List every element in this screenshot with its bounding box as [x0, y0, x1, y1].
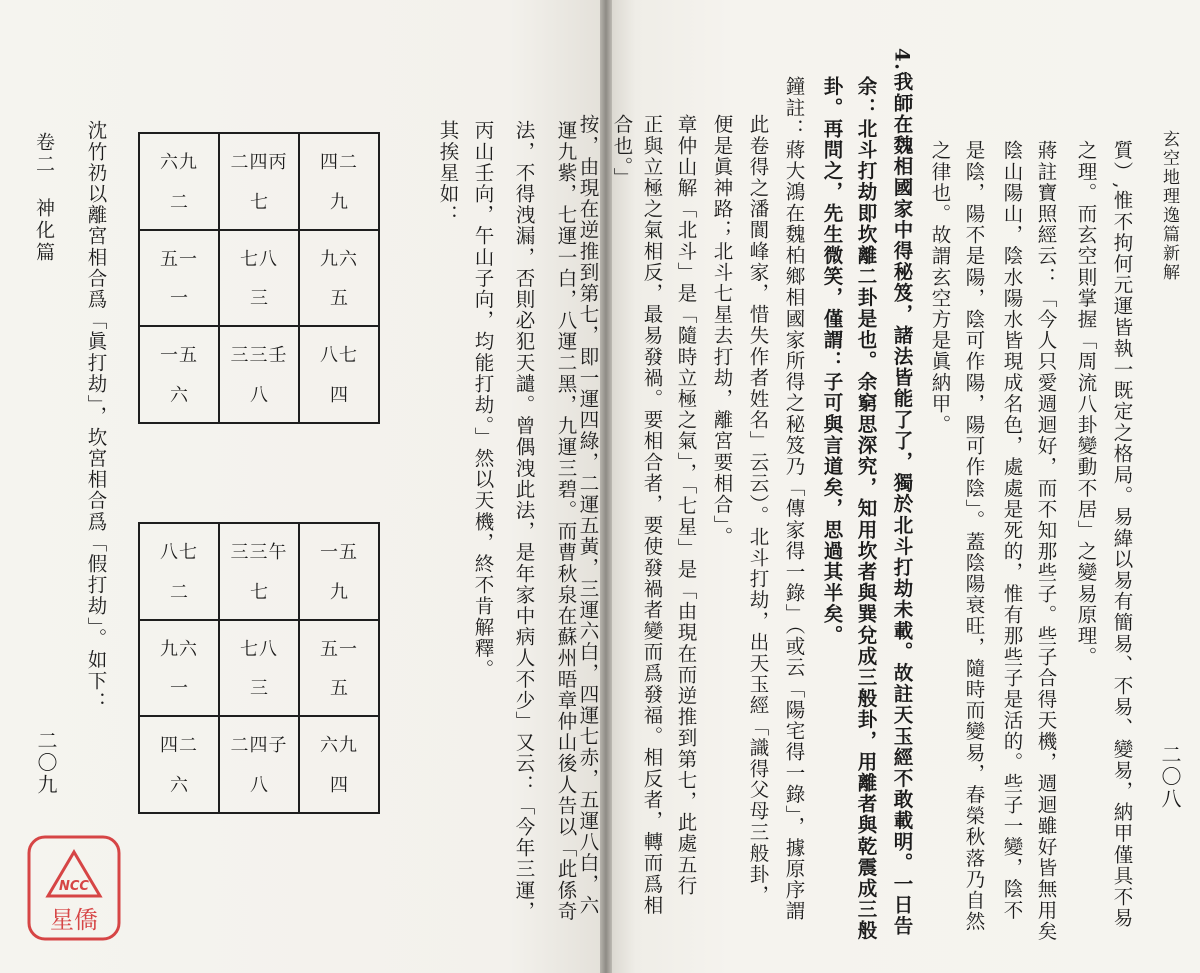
chart-cell [299, 716, 379, 813]
page-number: 二〇八 [1158, 744, 1182, 810]
stamp-latin: NCC [59, 879, 89, 894]
star-pair: 六九 [160, 152, 198, 173]
base-star: 六 [170, 384, 188, 406]
base-star: 七 [250, 581, 268, 603]
text-column: 章仲山解「北斗」是「隨時立極之氣」，「七星」是「由現在而逆推到第七，此處五行 [674, 114, 698, 897]
text-column: 蔣註寶照經云：「今人只愛週迴好，而不知那些子。些子合得天機，週迴雖好皆無用矣 [1034, 140, 1058, 942]
ncc-stamp-logo [26, 834, 122, 942]
base-star: 九 [330, 581, 348, 603]
star-pair: 九六 [320, 248, 358, 270]
star-pair: 七八 [240, 638, 278, 660]
star-pair: 一五 [320, 542, 358, 563]
page-number: 二〇九 [34, 730, 58, 796]
base-star: 五 [330, 288, 348, 310]
star-pair: 七八 [240, 248, 278, 270]
base-star: 三 [250, 288, 268, 310]
base-star: 八 [250, 384, 268, 406]
chart-cell [139, 230, 219, 327]
star-pair: 六九 [320, 735, 358, 757]
chart-cell [139, 716, 219, 813]
text-column: 之理。而玄空則掌握「周流八卦變動不居」之變易原理。 [1074, 140, 1098, 668]
chart-cell [139, 326, 219, 423]
chart-cell [299, 326, 379, 423]
text-column: 之律也。故謂玄空方是眞納甲。 [928, 140, 952, 436]
text-column: 陰山陽山，陰水陽水皆現成名色，處處是死的，惟有那些子是活的。些子一變，陰不 [1000, 140, 1024, 921]
text-column: 運九紫，七運一白，八運二黑，九運三碧。而曹秋泉在蘇州晤章仲山後人告以「此係奇 [554, 120, 578, 922]
text-column: 是陰，陽不是陽，陰可作陽，陽可作陰」。蓋陰陽衰旺，隨時而變易，春榮秋落乃自然 [962, 140, 986, 933]
text-column: 沈竹礽以離宮相合爲「眞打劫」，坎宮相合爲「假打劫」。如下： [84, 120, 108, 713]
text-column: 正與立極之氣相反，最易發禍。要相合者，要使發禍者變而爲發福。相反者，轉而爲相 [640, 114, 664, 916]
star-pair: 五一 [320, 638, 358, 660]
star-pair: 一五 [160, 345, 198, 367]
chart-cell [139, 133, 219, 230]
chart-cell [139, 620, 219, 717]
chart-cell [219, 620, 299, 717]
flying-star-chart-top [138, 132, 380, 424]
chart-cell [299, 523, 379, 620]
base-star: 一 [170, 678, 188, 700]
base-star: 九 [330, 191, 348, 213]
base-star: 二 [170, 581, 188, 603]
text-column: 按，由現在逆推到第七，即一運四綠，二運五黃，三運六白，四運七赤，五運八白，六 [576, 114, 600, 916]
base-star: 四 [330, 774, 348, 796]
chart-cell [139, 523, 219, 620]
flying-star-chart-bottom [138, 522, 380, 814]
text-column: 鐘註：蔣大鴻在魏柏鄉相國家所得之秘笈乃「傳家得一錄」（或云「陽宅得一錄」，據原序謂 [782, 76, 806, 922]
star-pair: 三三壬 [230, 345, 288, 367]
star-pair: 二四丙 [230, 152, 288, 173]
chart-cell [299, 620, 379, 717]
base-star: 三 [250, 678, 268, 700]
base-star: 六 [170, 774, 188, 796]
chart-cell [219, 230, 299, 327]
running-head: 玄空地理逸篇新解 [1159, 130, 1179, 282]
chart-cell [219, 326, 299, 423]
star-pair: 四二 [160, 735, 198, 757]
star-pair: 五一 [160, 248, 198, 270]
text-column: 法，不得洩漏，否則必犯天譴。曾偶洩此法，是年家中病人不少」又云：「今年三運， [512, 120, 536, 922]
text-column: 丙山壬向，午山子向，均能打劫。」然以天機，終不肯解釋。 [471, 120, 495, 680]
base-star: 四 [330, 384, 348, 406]
right-page [576, 0, 1200, 973]
text-column: 便是眞神路；北斗七星去打劫，離宮要相合」。 [710, 114, 734, 548]
chart-cell [219, 523, 299, 620]
stamp-chinese: 星僑 [50, 906, 98, 934]
star-pair: 四二 [320, 152, 358, 173]
base-star: 五 [330, 678, 348, 700]
star-pair: 九六 [160, 638, 198, 660]
base-star: 一 [170, 288, 188, 310]
text-column: 余：北斗打劫即坎離二卦是也。余窮思深究，知用坎者與巽兌成三般卦，用離者與乾震成三般 [854, 76, 878, 942]
star-pair: 三三午 [230, 542, 288, 563]
chart-cell [299, 133, 379, 230]
star-pair: 二四子 [230, 735, 288, 757]
text-column: 其挨星如： [436, 120, 460, 226]
base-star: 七 [250, 191, 268, 213]
text-column: 合也。」 [610, 114, 634, 189]
base-star: 八 [250, 774, 268, 796]
text-column: 卦。再問之，先生微笑，僅謂：子可與言道矣，思過其半矣。 [820, 76, 844, 646]
chart-cell [219, 716, 299, 813]
star-pair: 八七 [320, 345, 358, 367]
text-column: 4.我師在魏相國家中得秘笈，諸法皆能了了，獨於北斗打劫未載。故註天玉經不敢載明。一日告 [890, 48, 914, 937]
text-column: 此卷得之潘閬峰家，惜失作者姓名」云云）。北斗打劫，出天玉經「識得父母三般卦， [746, 114, 770, 907]
base-star: 二 [170, 191, 188, 213]
running-head-sidebar: 卷二 神化篇 [33, 132, 55, 264]
star-pair: 八七 [160, 542, 198, 563]
chart-cell [219, 133, 299, 230]
chart-cell [299, 230, 379, 327]
text-column: 質）,惟不拘何元運皆執一既定之格局。易緯以易有簡易、不易、變易，納甲僅具不易 [1110, 140, 1134, 929]
